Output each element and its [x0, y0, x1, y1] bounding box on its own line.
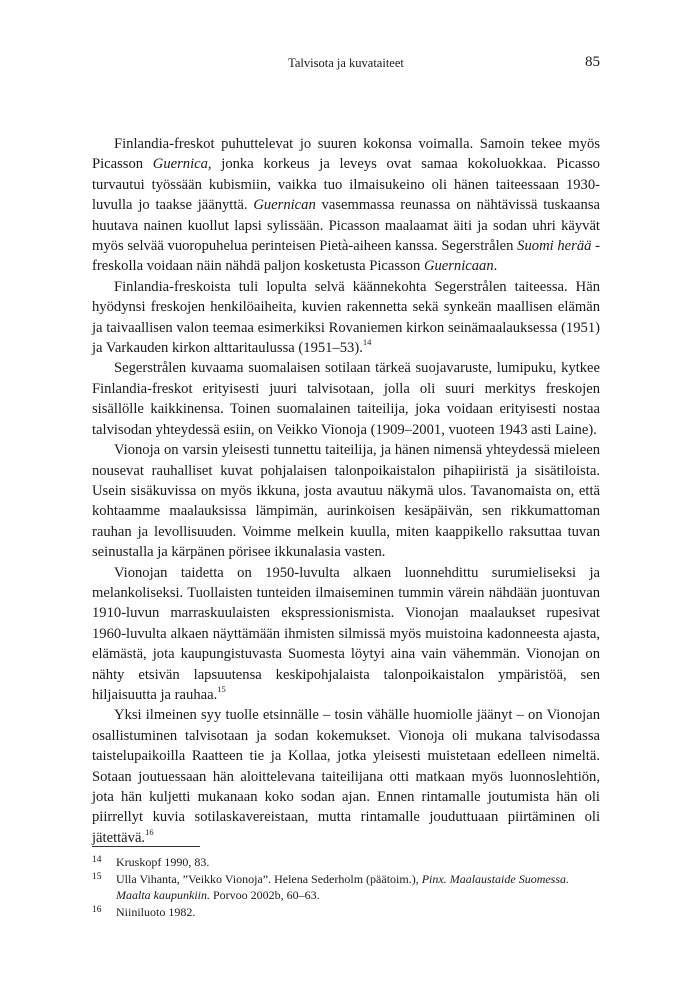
text-segment: Finlandia-freskoista tuli lopulta selvä käännekohta Segerstrålen taiteessa. Hän hyödynsi freskojen henkilöaiheita, kuvien rakennetta sekä synkeän maallisen elämän ja taivaallisen valon teemaa esimerkiksi Rovaniemen kirkon seinämaalauksessa (1951) ja Varkauden kirkon alttaritaulussa (1951–53). [92, 278, 600, 357]
paragraph [92, 277, 600, 359]
running-title: Talvisota ja kuvataiteet [288, 56, 404, 70]
paragraph [92, 440, 600, 562]
footnote-reference: 16 [145, 826, 154, 837]
italic-text: Guernican [253, 197, 316, 214]
paragraph [92, 705, 600, 848]
paragraph [92, 563, 600, 706]
footnote-reference: 14 [362, 337, 372, 348]
footnote [92, 854, 600, 871]
italic-text: Suomi herää [517, 238, 592, 255]
text-segment: Vionoja on varsin yleisesti tunnettu taiteilija, ja hänen nimensä yhteydessä mieleen nousevat rauhalliset kuvat pohjalaisen talonpoikaistalon pihapiiristä ja sisätiloista. Usein sisäkuvissa on myös ikkuna, josta avautuu näkymä ulos. Tavanomaista on, että kohtaamme maalauksissa lämpimän, aurinkoisen kesäpäivän, sen rikkumattoman rauhan ja levollisuuden. Voimme melkein kuulla, miten kaappikello raksuttaa tuvan seinustalla ja kärpänen pörisee ikkunalasia vasten. [92, 442, 600, 561]
footnote-number: 16 [92, 904, 102, 915]
paragraph [92, 358, 600, 440]
text-segment: Yksi ilmeinen syy tuolle etsinnälle – tosin vähälle huomiolle jäänyt – on Vionojan osallistuminen talvisotaan ja sodan kokemukset. Vionoja oli mukana talvisodassa taistelupaikoilla Raatteen tie ja Kollaa, jotka yleisesti muistetaan edelleen nimeltä. Sotaan joutuessaan hän aloittelevana taiteilijana otti matkaan myös luonnoslehtiön, jota hän kuljetti mukanaan koko sodan ajan. Ennen rintamalle joutumista hän oli piirrellyt kuvia sotilaskavereistaan, mutta rintamalle jouduttuaan piirtäminen oli jätettävä. [92, 707, 600, 846]
text-segment: Ulla Vihanta, ”Veikko Vionoja”. Helena Sederholm (päätoim.), [116, 871, 422, 886]
body-text [92, 134, 600, 848]
running-head [92, 54, 600, 74]
footnote-reference: 15 [217, 684, 226, 695]
footnote [92, 871, 600, 904]
text-segment: . [493, 258, 498, 275]
text-segment: Segerstrålen kuvaama suomalaisen sotilaan tärkeä suojavaruste, lumipuku, kytkee Finlandia-freskot erityisesti juuri talvisotaan, jolla oli suuri merkitys freskojen sisällölle kaikkinensa. Toinen suomalainen taiteilija, joka voidaan erityisesti nostaa talvisodan yhteydessä esiin, on Veikko Vionoja (1909–2001, vuoteen 1943 asti Laine). [92, 360, 600, 438]
footnote-number: 15 [92, 871, 102, 882]
text-segment: Niiniluoto 1982. [116, 904, 196, 919]
text-segment: Kruskopf 1990, 83. [116, 855, 210, 869]
text-segment: vasemmassa reunassa on nähtävissä tuskaansa huutava nainen kuollut lapsi sylissään. Picasson maalaamat äiti ja sodan uhri käyvät myös selvää vuoropuhelua perinteisen Pietà-aiheen kanssa. Segerstrålen [92, 197, 600, 255]
text-segment: Porvoo 2002b, 60–63. [209, 888, 320, 902]
paragraph [92, 134, 600, 277]
footnote [92, 904, 600, 921]
text-segment: -freskolla voidaan näin nähdä paljon kosketusta Picasson [92, 238, 600, 275]
footnote-divider [92, 846, 200, 847]
italic-text: Pinx. Maalaustaide Suomessa. Maalta kaupunkiin. [116, 871, 570, 902]
text-segment: jonka korkeus ja leveys ovat samaa kokoluokkaa. Picasso turvautui työssään kubismiin, vaikka tuo ilmaisukeino oli hänen taiteessaan 1930-luvulla jo taakse jäänyttä. [92, 156, 600, 214]
footnote-number: 14 [92, 855, 102, 865]
text-segment: Finlandia-freskot puhuttelevat jo suuren kokonsa voimalla. Samoin tekee myös Picasson [92, 136, 600, 173]
text-segment: Vionojan taidetta on 1950-luvulta alkaen luonnehdittu surumieliseksi ja melankoliseksi. Tuollaisten tunteiden ilmaiseminen tummin värein nähdään juontuvan 1910-luvun marraskuulaisten ekspressionismista. Vionojan maalaukset rupesivat 1960-luvulta alkaen näyttämään ihmisten silmissä myös muistoina kadonneesta ajasta, elämästä, jota kaupungistuvasta Suomesta löytyi aina vain vähemmän. Vionojan on nähty etsivän lapsuutensa keskipohjalaista talonpoikaistalon ympäristöä, sen hiljaisuutta ja rauhaa. [92, 564, 600, 703]
page-number: 85 [585, 54, 600, 70]
footnotes [92, 854, 600, 920]
italic-text: Guernica, [152, 156, 212, 173]
italic-text: Guernicaan [423, 258, 494, 275]
